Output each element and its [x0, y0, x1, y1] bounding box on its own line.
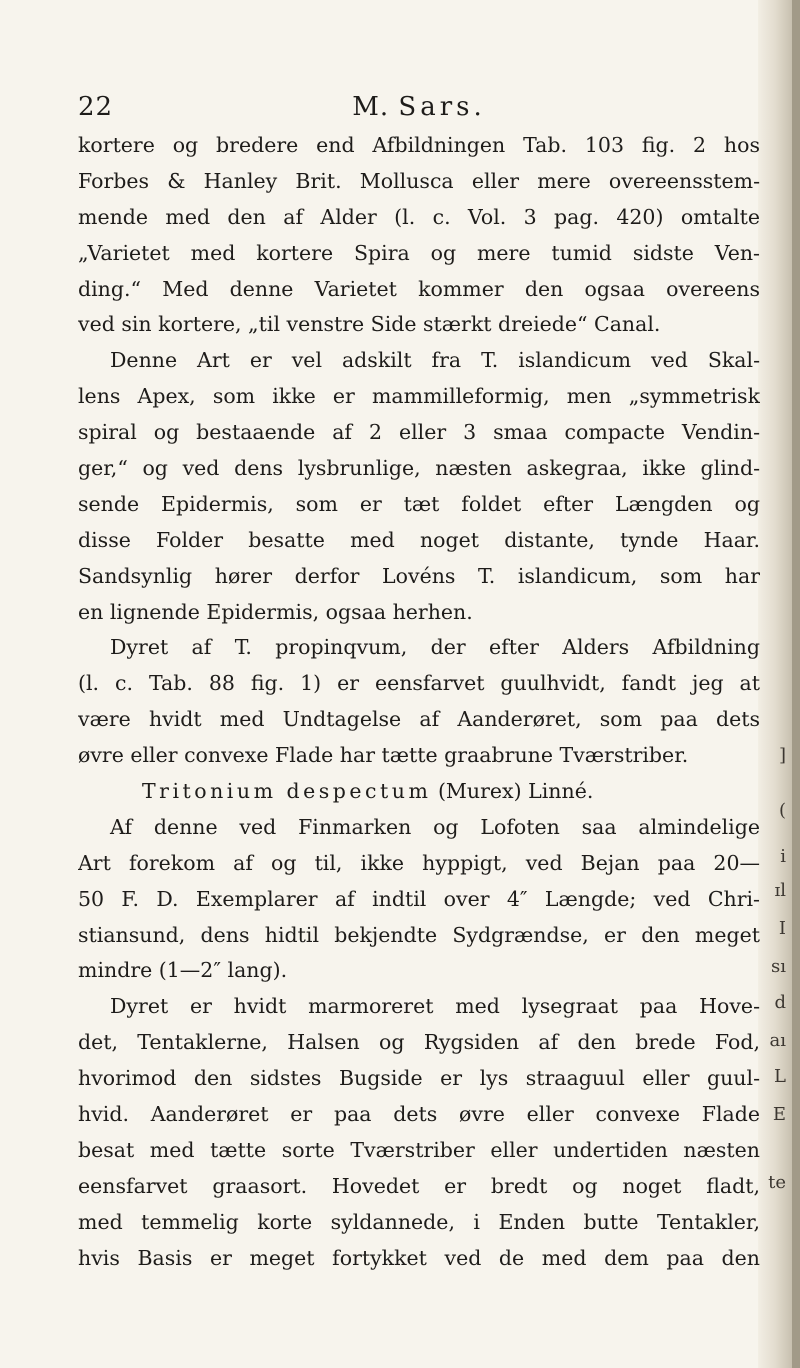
text-line: spiral og bestaaende af 2 eller 3 smaa compacte Vendin-: [78, 420, 760, 445]
text-line: en lignende Epidermis, ogsaa herhen.: [78, 599, 473, 624]
margin-fragment: d: [774, 992, 786, 1013]
text-line: det, Tentaklerne, Halsen og Rygsiden af den brede Fod,: [78, 1030, 760, 1055]
text-line: (l. c. Tab. 88 fig. 1) er eensfarvet guulhvidt, fandt jeg at: [78, 671, 760, 696]
text-line: ger,“ og ved dens lysbrunlige, næsten askegraa, ikke glind-: [78, 456, 760, 481]
text-line: lens Apex, som ikke er mammilleformig, men „symmetrisk: [78, 384, 760, 409]
page-number: 22: [78, 92, 114, 122]
text-line: være hvidt med Undtagelse af Aanderøret, som paa dets: [78, 707, 760, 732]
text-line: Art forekom af og til, ikke hyppigt, ved Bejan paa 20—: [78, 850, 760, 875]
margin-fragment: E: [772, 1104, 786, 1125]
author-initial: M.: [352, 92, 390, 122]
species-name: Tritonium despectum: [142, 779, 432, 804]
text-line: „Varietet med kortere Spira og mere tumid sidste Ven-: [78, 240, 760, 265]
text-line: øvre eller convexe Flade har tætte graabrune Tværstriber.: [78, 743, 689, 768]
margin-fragment: ɪl: [774, 880, 786, 901]
text-line: Sandsynlig hører derfor Lovéns T. islandicum, som har: [78, 563, 760, 588]
margin-fragment: I: [778, 918, 786, 939]
body-text: [78, 128, 760, 1277]
margin-fragment: aı: [769, 1030, 786, 1051]
text-line: sende Epidermis, som er tæt foldet efter Længden og: [78, 491, 760, 516]
margin-fragment: (: [778, 800, 786, 821]
text-line: med temmelig korte syldannede, i Enden butte Tentakler,: [78, 1209, 760, 1234]
author-name: Sars.: [398, 92, 486, 122]
margin-fragment: ]: [778, 745, 786, 766]
text-line: ved sin kortere, „til venstre Side stærkt dreiede“ Canal.: [78, 312, 661, 337]
page-header: [78, 92, 760, 128]
text-line: hvorimod den sidstes Bugside er lys straaguul eller guul-: [78, 1066, 760, 1091]
next-page-edge: [792, 0, 800, 1368]
text-line: 50 F. D. Exemplarer af indtil over 4″ Længde; ved Chri-: [78, 886, 760, 911]
text-line: kortere og bredere end Afbildningen Tab. 103 fig. 2 hos: [78, 133, 760, 157]
running-title: [78, 92, 760, 122]
text-line: besat med tætte sorte Tværstriber eller undertiden næsten: [78, 1137, 760, 1162]
text-line: disse Folder besatte med noget distante, tynde Haar.: [78, 527, 760, 552]
text-line: Dyret af T. propinqvum, der efter Alders Afbildning: [110, 635, 760, 660]
margin-fragment: L: [774, 1066, 786, 1087]
text-line: hvis Basis er meget fortykket ved de med dem paa den: [78, 1245, 760, 1270]
text-line: mindre (1—2″ lang).: [78, 958, 288, 983]
margin-fragment: i: [780, 846, 786, 867]
text-line: Denne Art er vel adskilt fra T. islandicum ved Skal-: [110, 348, 760, 373]
margin-fragment: sı: [771, 956, 786, 977]
species-heading: [78, 774, 760, 810]
text-line: ding.“ Med denne Varietet kommer den ogsaa overeens: [78, 276, 760, 301]
species-authority: (Murex) Linné.: [431, 779, 594, 804]
text-line: Forbes & Hanley Brit. Mollusca eller mere overeensstem-: [78, 168, 760, 193]
text-line: mende med den af Alder (l. c. Vol. 3 pag. 420) omtalte: [78, 204, 760, 229]
text-line: Dyret er hvidt marmoreret med lysegraat paa Hove-: [110, 994, 760, 1019]
text-line: Af denne ved Finmarken og Lofoten saa almindelige: [110, 814, 760, 839]
margin-fragment: te: [768, 1172, 786, 1193]
text-line: stiansund, dens hidtil bekjendte Sydgrændse, er den meget: [78, 922, 760, 947]
text-line: hvid. Aanderøret er paa dets øvre eller convexe Flade: [78, 1102, 760, 1127]
text-line: eensfarvet graasort. Hovedet er bredt og noget fladt,: [78, 1173, 760, 1198]
